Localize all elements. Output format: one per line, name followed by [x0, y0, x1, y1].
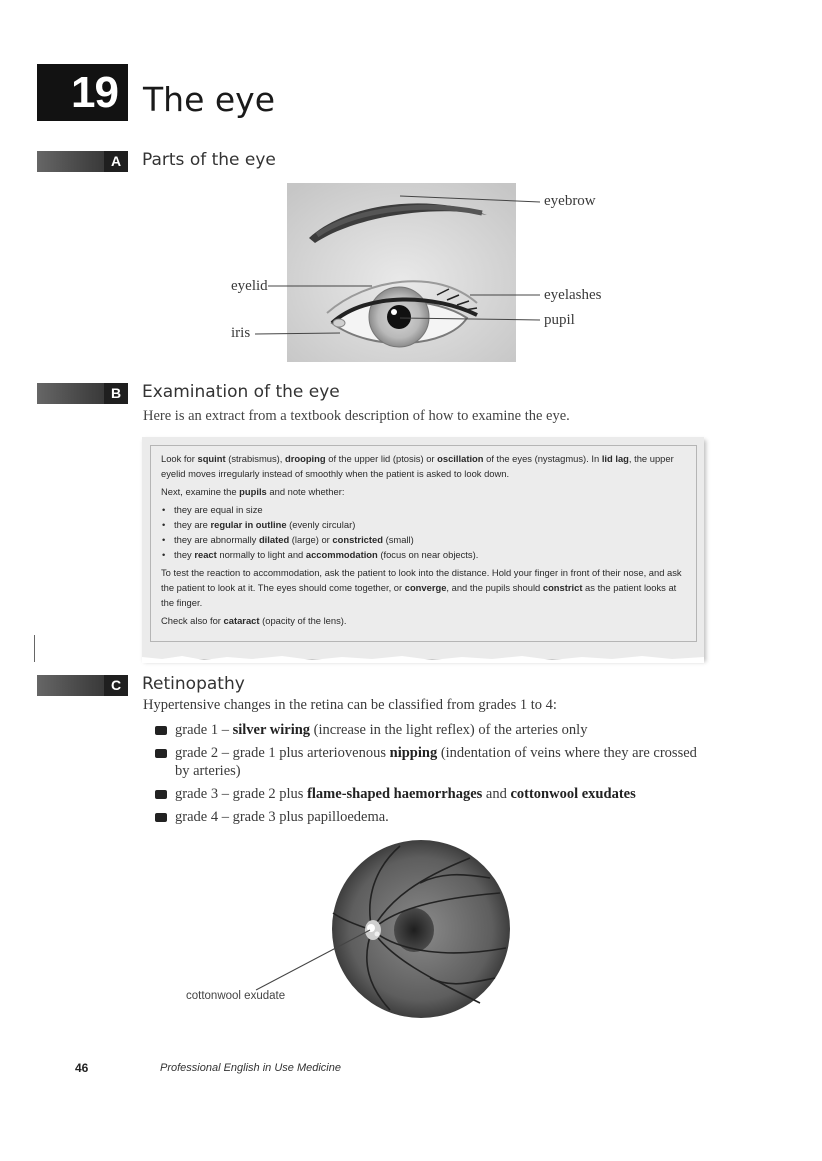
section-b-title: Examination of the eye — [142, 382, 340, 402]
section-a-title: Parts of the eye — [142, 150, 276, 170]
label-iris: iris — [231, 325, 251, 341]
checklist-item: • they are abnormally dilated (large) or constricted (small) — [161, 532, 686, 547]
section-c-title: Retinopathy — [142, 674, 245, 694]
label-pupil: pupil — [544, 312, 575, 328]
label-cottonwool-exudate: cottonwool exudate — [186, 990, 286, 1002]
unit-title: The eye — [143, 80, 275, 119]
unit-number: 19 — [71, 68, 118, 117]
section-b-letter: B — [104, 383, 128, 404]
page-number: 46 — [75, 1061, 89, 1075]
grade-item: grade 3 – grade 2 plus flame-shaped haemorrhages and cottonwool exudates — [155, 785, 715, 803]
section-c-intro: Hypertensive changes in the retina can be classified from grades 1 to 4: — [143, 697, 557, 713]
label-eyebrow: eyebrow — [544, 193, 596, 209]
label-eyelid: eyelid — [231, 278, 268, 294]
checklist-item: • they are regular in outline (evenly circular) — [161, 517, 686, 532]
extract-paragraph-1: Look for squint (strabismus), drooping of the upper lid (ptosis) or oscillation of the eyes (nystagmus). In lid lag, the upper eyelid moves irregularly instead of smoothly when the patient is asked to look down. — [161, 453, 674, 479]
section-a-letter: A — [104, 151, 128, 172]
section-b-intro: Here is an extract from a textbook description of how to examine the eye. — [143, 408, 570, 424]
extract-paragraph-2: Next, examine the pupils and note whether: — [161, 486, 345, 497]
checklist-item: • they react normally to light and accommodation (focus on near objects). — [161, 547, 686, 562]
label-eyelashes: eyelashes — [544, 287, 602, 303]
section-c-letter: C — [104, 675, 128, 696]
extract-paragraph-4: Check also for cataract (opacity of the lens). — [161, 615, 347, 626]
checklist-item: • they are equal in size — [161, 502, 686, 517]
grade-item: grade 2 – grade 1 plus arteriovenous nipping (indentation of veins where they are crossed by arteries) — [155, 744, 715, 780]
extract-paragraph-3: To test the reaction to accommodation, ask the patient to look into the distance. Hold your finger in front of their nose, and ask the patient to look at it. The eyes should come together, or converge, and the pupils should constrict as the patient looks at the finger. — [161, 567, 682, 608]
grade-item: grade 1 – silver wiring (increase in the light reflex) of the arteries only — [155, 721, 715, 739]
grade-item: grade 4 – grade 3 plus papilloedema. — [155, 808, 715, 826]
book-title: Professional English in Use Medicine — [160, 1062, 341, 1074]
